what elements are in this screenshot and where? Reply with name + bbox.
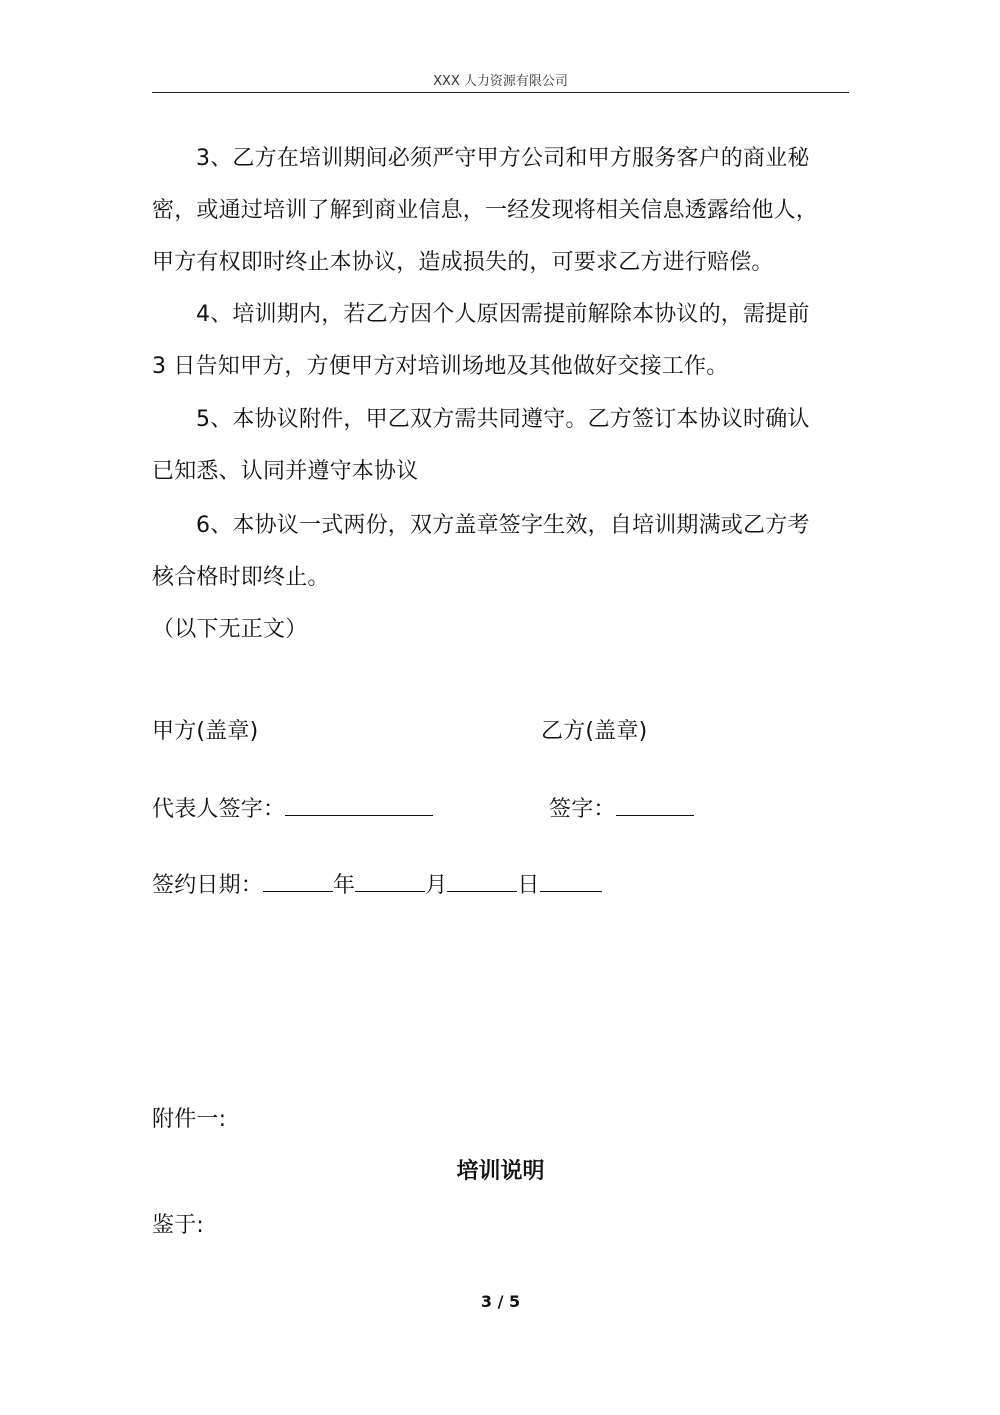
clause-6-line-2: 核合格时即终止。 bbox=[152, 565, 330, 590]
representative-signature-row bbox=[152, 793, 433, 825]
clause-5-line-2: 已知悉、认同并遵守本协议 bbox=[152, 459, 419, 484]
representative-signature-label: 代表人签字： bbox=[152, 797, 286, 822]
page-number: 3 / 5 bbox=[480, 1292, 521, 1311]
clause-4-line-1: 4、培训期内，若乙方因个人原因需提前解除本协议的，需提前 bbox=[196, 302, 810, 327]
year-label: 年 bbox=[333, 873, 356, 898]
party-a-seal-label: 甲方(盖章) bbox=[152, 719, 259, 744]
day-blank bbox=[447, 869, 517, 892]
appendix-title: 培训说明 bbox=[456, 1159, 545, 1184]
clause-5-line-1: 5、本协议附件，甲乙双方需共同遵守。乙方签订本协议时确认 bbox=[196, 407, 810, 432]
trailing-blank bbox=[540, 869, 602, 892]
clause-4-line-2: 3 日告知甲方，方便甲方对培训场地及其他做好交接工作。 bbox=[152, 354, 729, 379]
clause-3-line-3: 甲方有权即时终止本协议，造成损失的，可要求乙方进行赔偿。 bbox=[152, 250, 774, 275]
whereas-label: 鉴于: bbox=[152, 1213, 205, 1238]
clause-6-line-1: 6、本协议一式两份，双方盖章签字生效，自培训期满或乙方考 bbox=[196, 513, 810, 538]
party-b-signature-row bbox=[549, 793, 694, 825]
clause-3-line-1: 3、乙方在培训期间必须严守甲方公司和甲方服务客户的商业秘 bbox=[196, 146, 810, 171]
party-b-signature-label: 签字： bbox=[549, 797, 616, 822]
year-blank bbox=[263, 869, 333, 892]
page-header: XXX 人力资源有限公司 bbox=[433, 74, 568, 89]
representative-signature-blank bbox=[285, 793, 433, 816]
appendix-label: 附件一: bbox=[152, 1107, 227, 1132]
end-of-text-note: （以下无正文） bbox=[152, 617, 308, 642]
clause-3-line-2: 密，或通过培训了解到商业信息，一经发现将相关信息透露给他人， bbox=[152, 198, 819, 223]
party-b-seal-label: 乙方(盖章) bbox=[541, 719, 648, 744]
day-label: 日 bbox=[517, 873, 540, 898]
party-b-signature-blank bbox=[616, 793, 694, 816]
month-blank bbox=[355, 869, 425, 892]
month-label: 月 bbox=[425, 873, 448, 898]
header-divider bbox=[152, 92, 849, 93]
signing-date-label: 签约日期： bbox=[152, 873, 264, 898]
signing-date-row bbox=[152, 869, 602, 901]
